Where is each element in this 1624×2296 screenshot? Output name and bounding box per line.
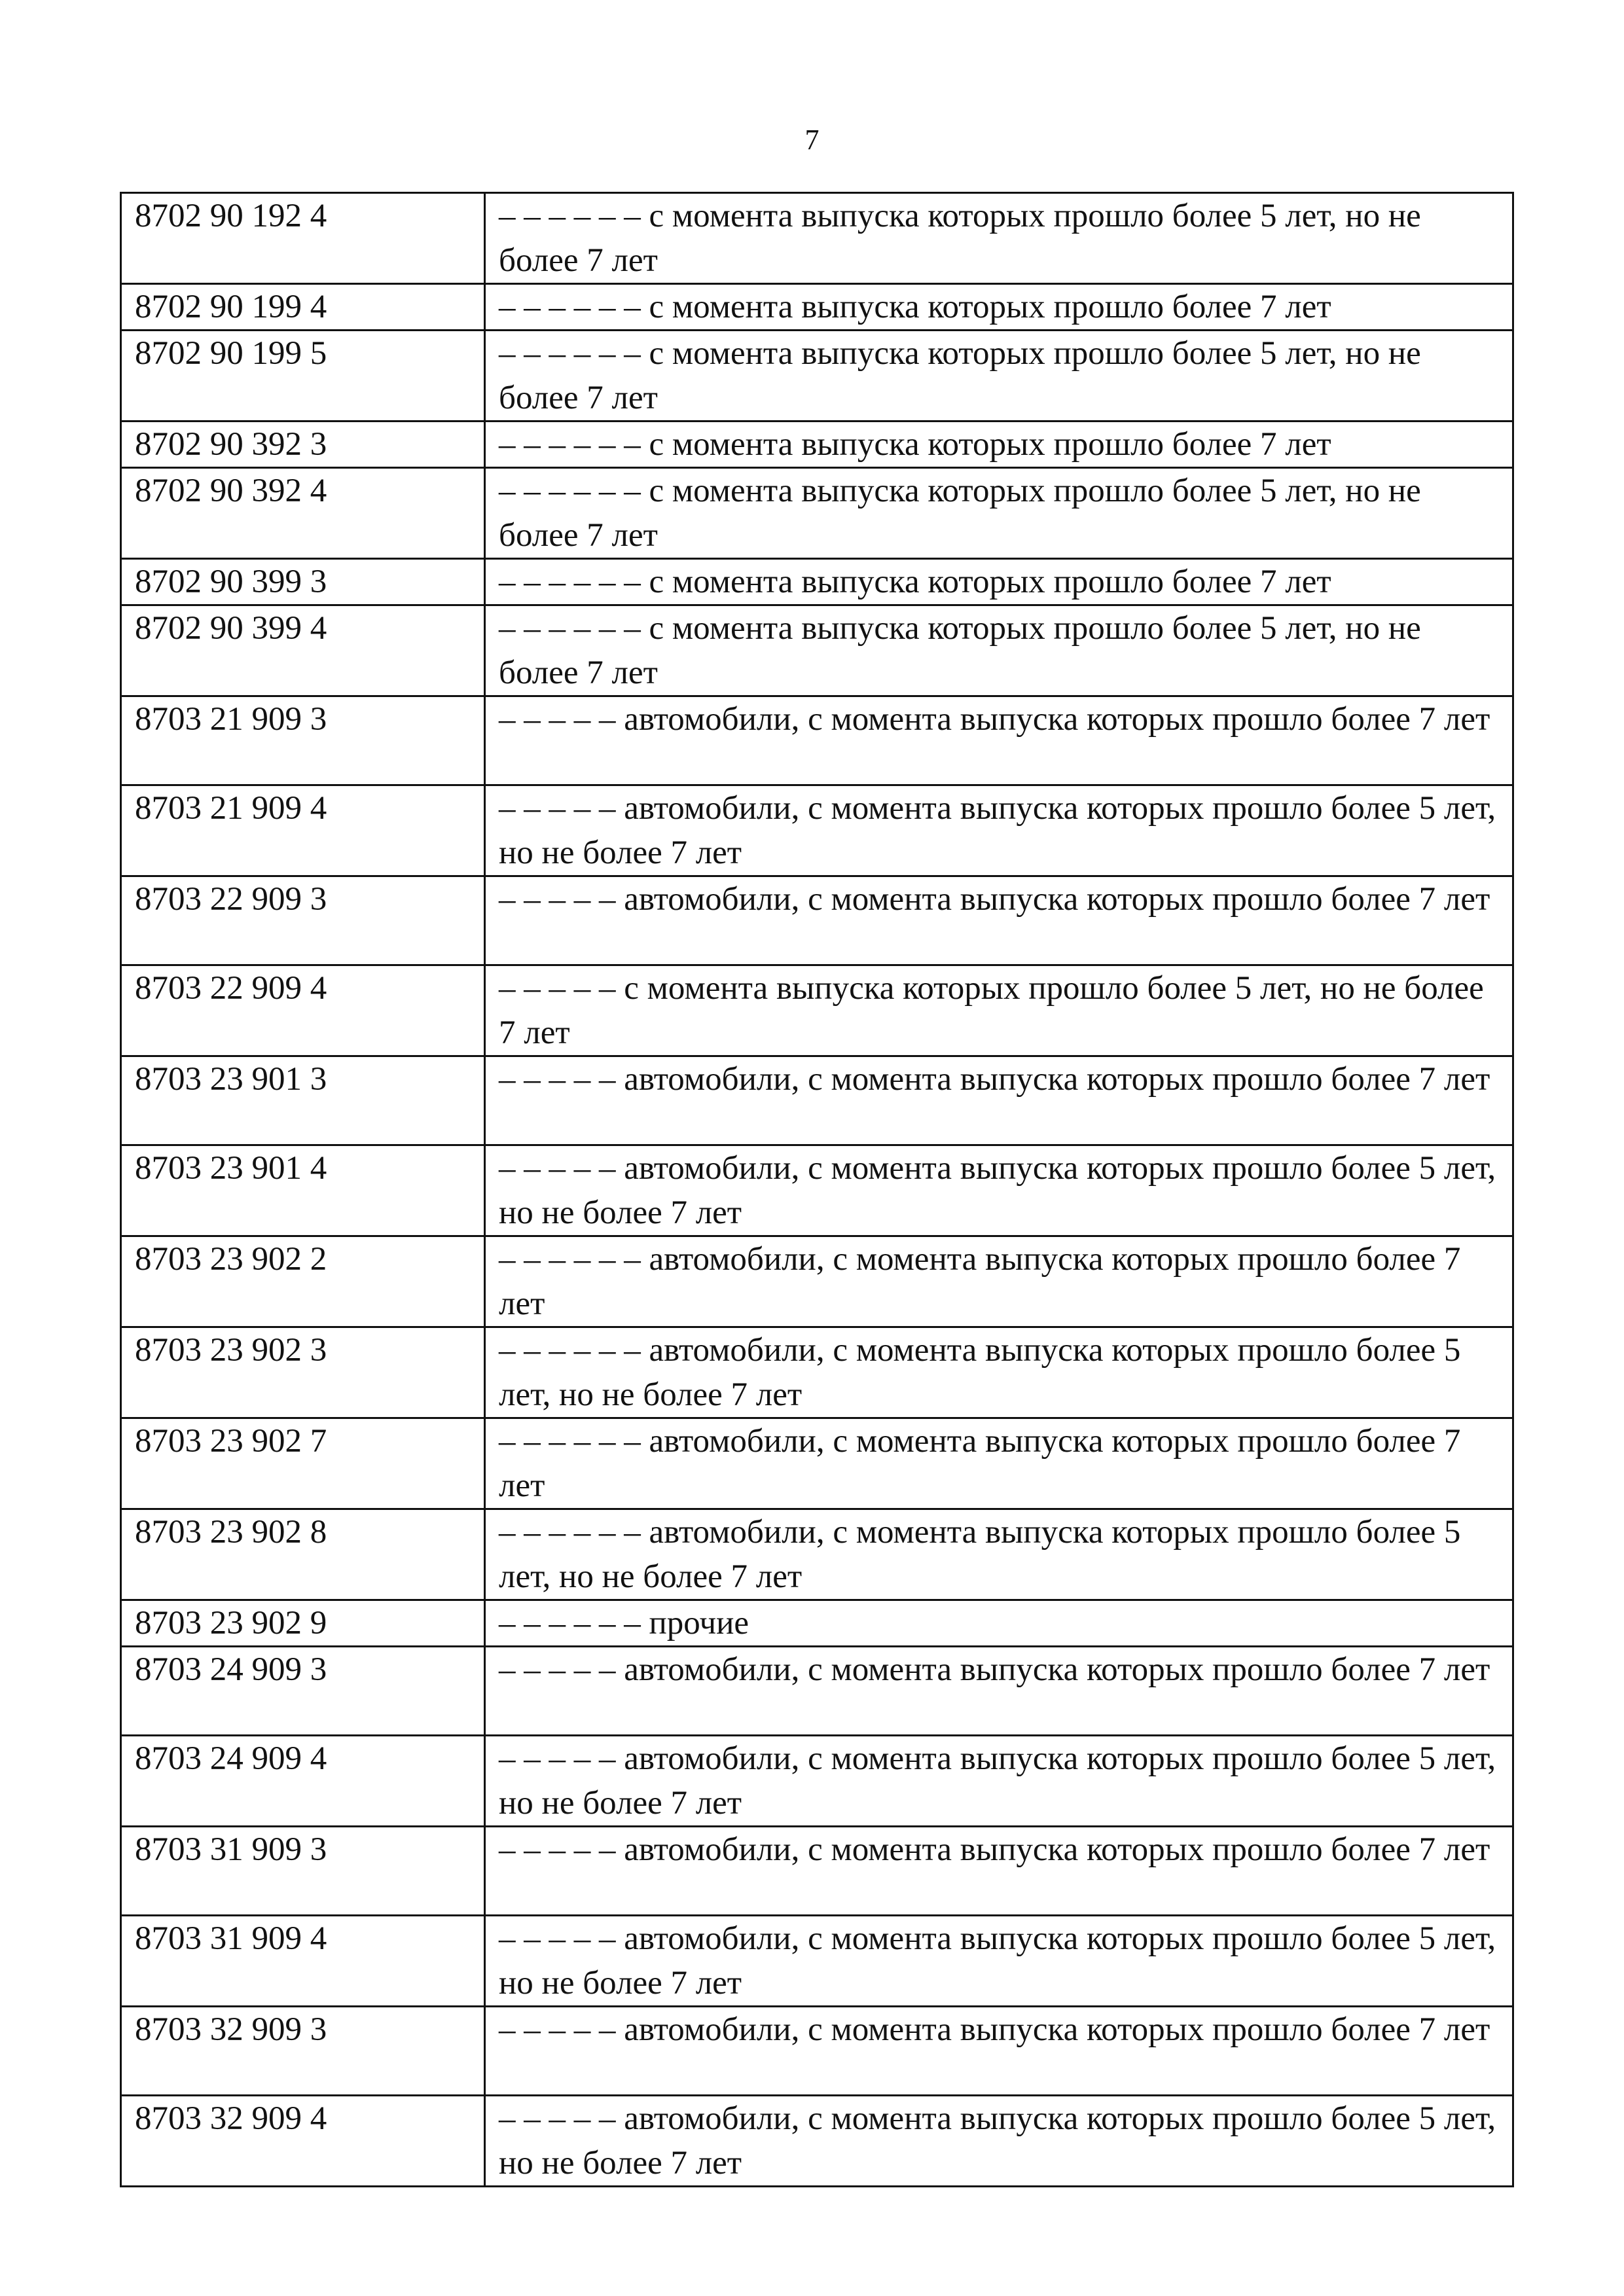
table-row: [121, 331, 1513, 422]
table-row: [121, 422, 1513, 468]
row-code-cell: 8702 90 192 4: [121, 193, 485, 284]
row-code-cell: 8702 90 199 4: [121, 284, 485, 331]
row-description-cell: – – – – – – автомобили, с момента выпуска которых прошло более 7 лет: [485, 1236, 1513, 1327]
row-code-cell: 8703 24 909 3: [121, 1647, 485, 1736]
row-code-cell: 8703 32 909 4: [121, 2096, 485, 2187]
row-code-cell: 8703 23 902 7: [121, 1418, 485, 1509]
table-row: [121, 284, 1513, 331]
row-description-cell: – – – – – – с момента выпуска которых прошло более 5 лет, но не более 7 лет: [485, 331, 1513, 422]
row-description-cell: – – – – – – автомобили, с момента выпуска которых прошло более 5 лет, но не более 7 лет: [485, 1327, 1513, 1418]
row-description-cell: – – – – – – с момента выпуска которых прошло более 7 лет: [485, 559, 1513, 605]
row-code-cell: 8702 90 399 3: [121, 559, 485, 605]
table-row: [121, 2007, 1513, 2096]
row-description-cell: – – – – – автомобили, с момента выпуска которых прошло более 7 лет: [485, 1056, 1513, 1145]
row-description-cell: – – – – – – прочие: [485, 1600, 1513, 1647]
table-row: [121, 785, 1513, 876]
row-code-cell: 8703 22 909 3: [121, 876, 485, 965]
row-description-cell: – – – – – автомобили, с момента выпуска которых прошло более 7 лет: [485, 696, 1513, 785]
row-code-cell: 8703 32 909 3: [121, 2007, 485, 2096]
row-code-cell: 8703 23 902 2: [121, 1236, 485, 1327]
table-row: [121, 1236, 1513, 1327]
row-code-cell: 8703 23 901 3: [121, 1056, 485, 1145]
row-code-cell: 8703 21 909 3: [121, 696, 485, 785]
row-description-cell: – – – – – автомобили, с момента выпуска которых прошло более 5 лет, но не более 7 лет: [485, 2096, 1513, 2187]
table-row: [121, 2096, 1513, 2187]
row-description-cell: – – – – – автомобили, с момента выпуска которых прошло более 7 лет: [485, 876, 1513, 965]
table-row: [121, 1056, 1513, 1145]
row-description-cell: – – – – – автомобили, с момента выпуска которых прошло более 5 лет, но не более 7 лет: [485, 785, 1513, 876]
row-description-cell: – – – – – автомобили, с момента выпуска которых прошло более 5 лет, но не более 7 лет: [485, 1736, 1513, 1827]
table-row: [121, 1647, 1513, 1736]
row-code-cell: 8703 23 902 8: [121, 1509, 485, 1600]
table-row: [121, 965, 1513, 1056]
table-row: [121, 1509, 1513, 1600]
row-code-cell: 8703 22 909 4: [121, 965, 485, 1056]
table-row: [121, 1327, 1513, 1418]
row-description-cell: – – – – – – с момента выпуска которых прошло более 7 лет: [485, 284, 1513, 331]
table-row: [121, 193, 1513, 284]
row-code-cell: 8703 31 909 3: [121, 1827, 485, 1916]
row-code-cell: 8703 24 909 4: [121, 1736, 485, 1827]
table-row: [121, 605, 1513, 696]
row-code-cell: 8703 23 901 4: [121, 1145, 485, 1236]
row-description-cell: – – – – – – автомобили, с момента выпуска которых прошло более 7 лет: [485, 1418, 1513, 1509]
table-row: [121, 559, 1513, 605]
table-row: [121, 1916, 1513, 2007]
row-code-cell: 8703 31 909 4: [121, 1916, 485, 2007]
table-row: [121, 1736, 1513, 1827]
tariff-code-table: [120, 192, 1514, 2187]
row-description-cell: – – – – – – с момента выпуска которых прошло более 5 лет, но не более 7 лет: [485, 605, 1513, 696]
row-description-cell: – – – – – – автомобили, с момента выпуска которых прошло более 5 лет, но не более 7 лет: [485, 1509, 1513, 1600]
row-code-cell: 8702 90 199 5: [121, 331, 485, 422]
table-row: [121, 1418, 1513, 1509]
table-row: [121, 876, 1513, 965]
row-code-cell: 8702 90 399 4: [121, 605, 485, 696]
row-description-cell: – – – – – – с момента выпуска которых прошло более 5 лет, но не более 7 лет: [485, 468, 1513, 559]
table-body: [121, 193, 1513, 2187]
row-description-cell: – – – – – автомобили, с момента выпуска которых прошло более 7 лет: [485, 1827, 1513, 1916]
row-code-cell: 8702 90 392 3: [121, 422, 485, 468]
page-number: 7: [804, 124, 820, 156]
row-description-cell: – – – – – – с момента выпуска которых прошло более 5 лет, но не более 7 лет: [485, 193, 1513, 284]
row-code-cell: 8702 90 392 4: [121, 468, 485, 559]
row-description-cell: – – – – – с момента выпуска которых прошло более 5 лет, но не более 7 лет: [485, 965, 1513, 1056]
table-row: [121, 1600, 1513, 1647]
row-code-cell: 8703 23 902 9: [121, 1600, 485, 1647]
table-row: [121, 696, 1513, 785]
row-description-cell: – – – – – автомобили, с момента выпуска которых прошло более 5 лет, но не более 7 лет: [485, 1145, 1513, 1236]
table-row: [121, 468, 1513, 559]
row-description-cell: – – – – – – с момента выпуска которых прошло более 7 лет: [485, 422, 1513, 468]
row-description-cell: – – – – – автомобили, с момента выпуска которых прошло более 7 лет: [485, 2007, 1513, 2096]
table-row: [121, 1827, 1513, 1916]
row-description-cell: – – – – – автомобили, с момента выпуска которых прошло более 5 лет, но не более 7 лет: [485, 1916, 1513, 2007]
table-row: [121, 1145, 1513, 1236]
row-code-cell: 8703 21 909 4: [121, 785, 485, 876]
row-code-cell: 8703 23 902 3: [121, 1327, 485, 1418]
row-description-cell: – – – – – автомобили, с момента выпуска которых прошло более 7 лет: [485, 1647, 1513, 1736]
